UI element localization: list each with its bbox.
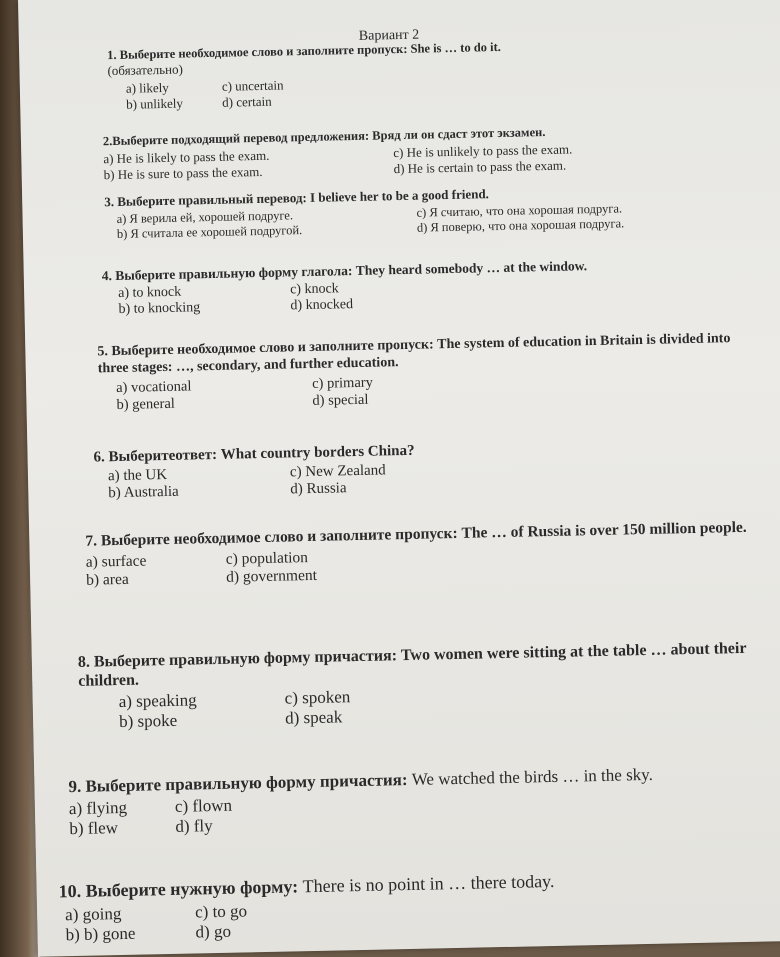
question-4 xyxy=(102,255,753,319)
option-c: c) spoken xyxy=(284,687,351,708)
option-b: b) spoke xyxy=(118,711,178,732)
option-b: b) Я считала ее хорошей подругой. xyxy=(116,222,303,241)
test-sheet xyxy=(18,0,780,957)
question-number: 4. xyxy=(101,268,113,284)
option-a: a) the UK xyxy=(107,466,168,485)
option-d: d) He is certain to pass the exam. xyxy=(393,157,567,177)
option-b: b) area xyxy=(85,570,129,589)
option-a: a) speaking xyxy=(118,690,197,712)
question-8 xyxy=(78,638,780,733)
option-b: b) b) gone xyxy=(65,923,136,944)
question-number: 10. xyxy=(58,880,82,902)
option-c: c) uncertain xyxy=(221,77,284,94)
option-a: a) He is likely to pass the exam. xyxy=(103,147,270,167)
option-b: b) Australia xyxy=(108,483,179,502)
question-prompt: Выберите нужную форму: xyxy=(85,876,299,901)
option-a: a) to knock xyxy=(118,284,182,302)
question-text: I believe her to be a good friend. xyxy=(309,186,489,205)
question-text: What country borders China? xyxy=(220,442,415,463)
question-text: The … of Russia is over 150 million people. xyxy=(461,518,747,542)
option-b: b) flew xyxy=(69,818,119,839)
option-c: c) Я считаю, что она хорошая подруга. xyxy=(416,200,623,220)
option-b: b) general xyxy=(116,395,176,413)
question-prompt: Выберите необходимое слово и заполните пропуск: xyxy=(111,337,434,360)
question-5 xyxy=(97,331,758,414)
question-prompt: Выберитеответ: xyxy=(108,446,218,466)
option-d: d) certain xyxy=(222,93,272,110)
question-10 xyxy=(58,866,780,945)
question-number: 3. xyxy=(104,194,115,210)
option-b: b) unlikely xyxy=(126,95,184,112)
option-c: c) New Zealand xyxy=(289,462,386,481)
option-c: c) flown xyxy=(174,796,233,817)
question-7 xyxy=(85,518,776,589)
question-prompt: Выберите подходящий перевод предложения: xyxy=(112,128,370,149)
option-d: d) knocked xyxy=(290,297,354,314)
option-c: c) primary xyxy=(311,374,374,392)
question-number: 2. xyxy=(102,134,113,149)
option-d: d) special xyxy=(312,391,369,409)
question-prompt: Выберите правильную форму причастия: xyxy=(93,647,398,671)
option-a: a) Я верила ей, хорошей подруге. xyxy=(116,207,294,226)
question-text: There is no point in … there today. xyxy=(302,870,555,897)
question-number: 6. xyxy=(93,449,106,466)
option-d: d) government xyxy=(225,566,318,586)
option-a: a) likely xyxy=(125,79,169,96)
option-d: d) Russia xyxy=(290,480,347,498)
question-prompt: Выберите необходимое слово и заполните пропуск: xyxy=(119,41,408,62)
option-a: a) surface xyxy=(85,552,147,571)
question-number: 5. xyxy=(97,344,109,360)
question-9 xyxy=(68,762,780,840)
question-2 xyxy=(103,121,724,183)
option-d: d) Я поверю, что она хорошая подруга. xyxy=(416,215,625,235)
question-1 xyxy=(107,36,668,113)
option-a: a) vocational xyxy=(115,378,192,396)
option-c: c) to go xyxy=(194,900,248,922)
option-c: c) He is unlikely to pass the exam. xyxy=(393,141,573,161)
question-number: 1. xyxy=(107,47,117,63)
question-text: We watched the birds … in the sky. xyxy=(411,764,654,789)
option-d: d) fly xyxy=(175,816,213,837)
question-1-note: (обязательно) xyxy=(107,61,183,79)
option-a: a) going xyxy=(64,903,122,924)
option-c: c) knock xyxy=(289,281,339,298)
question-prompt: Выберите правильный перевод: xyxy=(117,189,307,209)
question-3 xyxy=(104,181,745,242)
question-number: 8. xyxy=(77,653,91,671)
question-text: The system of education in Britain is divided into three stages: …, secondary, and further education. xyxy=(97,331,731,377)
option-d: d) go xyxy=(195,921,232,942)
question-text: They heard somebody … at the window. xyxy=(355,258,588,278)
question-text: Two women were sitting at the table … about their children. xyxy=(78,639,747,691)
option-d: d) speak xyxy=(284,707,343,728)
option-a: a) flying xyxy=(68,798,128,819)
question-prompt: Выберите правильную форму глагола: xyxy=(115,263,353,284)
question-6 xyxy=(93,435,754,503)
question-prompt: Выберите необходимое слово и заполните пропуск: xyxy=(100,524,458,550)
question-prompt: Выберите правильную форму причастия: xyxy=(85,770,408,796)
option-c: c) population xyxy=(225,548,309,568)
question-text: She is … to do it. xyxy=(410,39,501,56)
option-b: b) to knocking xyxy=(118,300,201,318)
question-text: Вряд ли он сдаст этот экзамен. xyxy=(372,124,546,143)
variant-heading: Вариант 2 xyxy=(358,27,420,44)
option-b: b) He is sure to pass the exam. xyxy=(103,163,263,183)
question-number: 9. xyxy=(68,776,82,797)
question-number: 7. xyxy=(85,532,98,550)
